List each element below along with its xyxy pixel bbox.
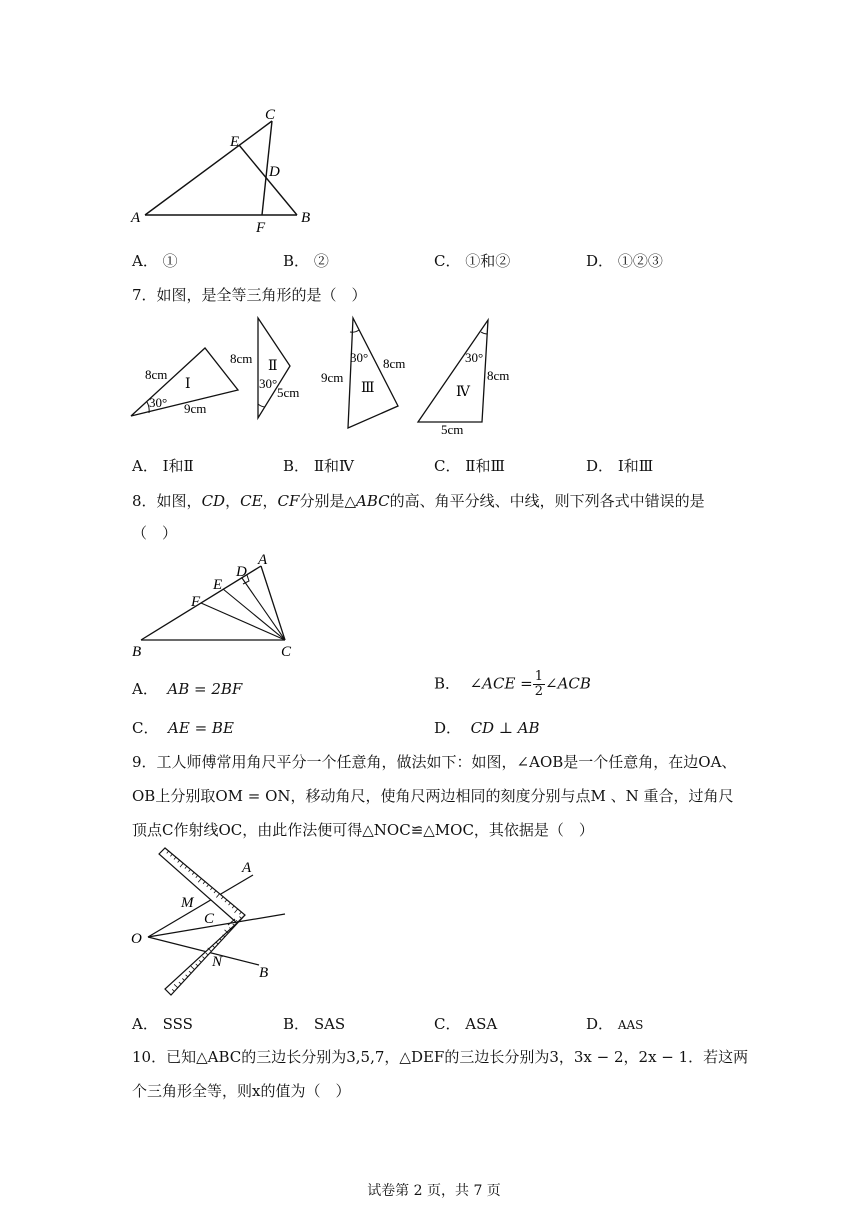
option-letter: D． <box>586 252 614 270</box>
option-letter: B． <box>434 674 461 693</box>
text-run: 的高、角平分线、中线，则下列各式中错误的是 <box>389 492 705 510</box>
q8-figure <box>125 550 305 662</box>
q9-label-N: N <box>212 954 223 970</box>
q8-label-E: E <box>213 577 223 593</box>
option-text: CD ⊥ AB <box>470 719 540 737</box>
fig-ii-angle: 30° <box>259 376 278 391</box>
math-abc: ABC <box>355 492 390 510</box>
q8-option-b[interactable] <box>434 670 591 699</box>
q9-label-C: C <box>204 911 215 927</box>
fig-iii-side2: 8cm <box>383 356 406 371</box>
q9-stem-line1 <box>132 751 736 772</box>
option-text: AE = BE <box>168 719 234 737</box>
fig-iv-side2: 5cm <box>441 422 464 437</box>
q8-label-D: D <box>236 564 247 580</box>
q6-label-B: B <box>301 210 311 226</box>
math-ce: CE <box>240 492 263 510</box>
math-cd: CD <box>201 492 226 510</box>
option-letter: B． <box>283 457 310 475</box>
q6-label-C: C <box>265 107 276 123</box>
option-text: AB = 2BF <box>167 680 243 698</box>
fig-ii-side2: 5cm <box>277 385 300 400</box>
q8-stem-line1: 8．如图，CD，CE，CF分别是△ABC的高、角平分线、中线，则下列各式中错误的是 <box>132 492 705 510</box>
option-text-pre: ∠ACE = <box>469 674 533 693</box>
question-number: 7． <box>132 286 157 304</box>
q8-label-A: A <box>258 552 268 568</box>
option-text: ①和② <box>465 252 511 270</box>
question-number: 8． <box>132 492 157 510</box>
q6-label-F: F <box>256 220 266 235</box>
q9-option-a[interactable] <box>132 1013 193 1034</box>
fig-iii-angle: 30° <box>350 350 369 365</box>
q7-option-b[interactable] <box>283 455 354 476</box>
option-letter: D． <box>586 1015 614 1033</box>
fig-i-angle: 30° <box>149 395 168 410</box>
option-letter: D． <box>586 457 614 475</box>
option-text: ① <box>162 252 178 270</box>
q8-stem-line2: （ ） <box>132 524 178 542</box>
option-letter: C． <box>132 719 159 737</box>
question-text: 如图，是全等三角形的是（ ） <box>156 286 367 304</box>
q9-label-O: O <box>131 931 142 947</box>
fig-iv-side1: 8cm <box>487 368 510 383</box>
q6-label-D: D <box>269 164 280 180</box>
q7-figures <box>125 310 525 440</box>
fig-iv-roman: Ⅳ <box>456 385 470 400</box>
page-footer: 试卷第 2 页，共 7 页 <box>367 1183 501 1199</box>
q9-option-d[interactable] <box>586 1013 643 1034</box>
option-text: ASA <box>465 1015 498 1033</box>
q9-stem-line3: 顶点C作射线OC，由此作法便可得△NOC≌△MOC，其依据是（ ） <box>132 821 594 839</box>
fraction <box>533 670 545 699</box>
fraction-numerator: 1 <box>534 669 544 684</box>
q8-option-a[interactable] <box>132 678 242 699</box>
option-text: SSS <box>162 1015 193 1033</box>
question-number: 10． <box>132 1048 167 1066</box>
fraction-denominator: 2 <box>534 684 544 699</box>
option-text: Ⅰ和Ⅱ <box>162 457 194 475</box>
q6-label-A: A <box>131 210 141 226</box>
option-text: Ⅰ和Ⅲ <box>617 457 654 475</box>
q9-option-c[interactable] <box>434 1013 497 1034</box>
option-letter: C． <box>434 1015 461 1033</box>
option-letter: B． <box>283 1015 310 1033</box>
option-text: SAS <box>313 1015 346 1033</box>
fig-ii-side1: 8cm <box>230 351 253 366</box>
q10-stem-line2: 个三角形全等，则x的值为（ ） <box>132 1082 351 1100</box>
q9-figure <box>125 845 300 1005</box>
option-letter: A． <box>132 252 158 270</box>
option-letter: A． <box>132 1015 158 1033</box>
q6-option-c[interactable] <box>434 250 510 271</box>
fig-i-side2: 9cm <box>184 401 207 416</box>
option-letter: A． <box>132 680 158 698</box>
q9-option-b[interactable] <box>283 1013 345 1034</box>
question-number: 9． <box>132 753 157 771</box>
q9-label-A: A <box>242 860 252 876</box>
option-letter: A． <box>132 457 158 475</box>
q7-option-c[interactable] <box>434 455 505 476</box>
q8-label-B: B <box>132 644 142 660</box>
q8-label-C: C <box>281 644 292 660</box>
question-text: 已知△ABC的三边长分别为3,5,7，△DEF的三边长分别为3，3x − 2，2x − 1．若这两 <box>166 1048 749 1066</box>
q7-option-d[interactable] <box>586 455 653 476</box>
math-cf: CF <box>277 492 300 510</box>
q8-label-F: F <box>191 594 201 610</box>
text-run: 如图， <box>156 492 202 510</box>
question-text: 工人师傅常用角尺平分一个任意角，做法如下：如图，∠AOB是一个任意角，在边OA、 <box>156 753 737 771</box>
option-text: Ⅱ和Ⅳ <box>313 457 354 475</box>
q6-option-a[interactable] <box>132 250 178 271</box>
option-text: ①②③ <box>617 252 663 270</box>
q7-option-a[interactable] <box>132 455 194 476</box>
option-text: Ⅱ和Ⅲ <box>465 457 505 475</box>
q8-option-d[interactable] <box>434 717 540 738</box>
q6-label-E: E <box>230 134 240 150</box>
option-letter: D． <box>434 719 462 737</box>
q6-figure <box>125 105 325 235</box>
option-letter: C． <box>434 252 461 270</box>
q7-stem <box>132 284 367 305</box>
q9-label-B: B <box>259 965 269 981</box>
fig-i-roman: Ⅰ <box>185 377 191 392</box>
fig-iii-side1: 9cm <box>321 370 344 385</box>
text-run: 分别是△ <box>299 492 356 510</box>
q9-stem-line2: OB上分别取OM = ON，移动角尺，使角尺两边相同的刻度分别与点M 、N 重合，过角尺 <box>132 787 734 805</box>
fig-iii-roman: Ⅲ <box>361 381 375 396</box>
option-text: ② <box>313 252 329 270</box>
option-letter: B． <box>283 252 310 270</box>
option-letter: C． <box>434 457 461 475</box>
option-text-post: ∠ACB <box>545 674 591 693</box>
fig-ii-roman: Ⅱ <box>268 359 278 374</box>
q8-option-c[interactable] <box>132 717 234 738</box>
fig-iv-angle: 30° <box>465 350 484 365</box>
q9-label-M: M <box>181 895 194 911</box>
q10-stem-line1 <box>132 1046 748 1067</box>
option-text: AAS <box>617 1018 644 1032</box>
q6-option-d[interactable] <box>586 250 663 271</box>
q6-option-b[interactable] <box>283 250 329 271</box>
fig-i-side1: 8cm <box>145 367 168 382</box>
